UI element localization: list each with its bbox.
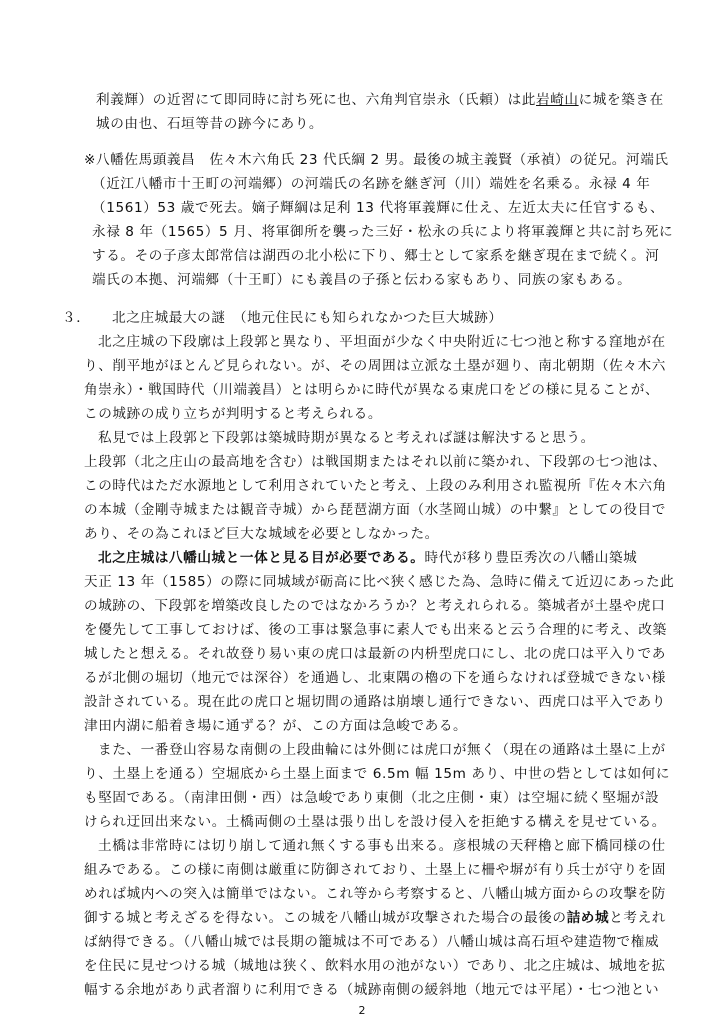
body-line: を住民に見せつける城（城地は狭く、飲料水用の池がない）であり、北之庄城は、城地を拡 (84, 958, 666, 974)
body-line: り、土塁上を通る）空堀底から土塁上面まで 6.5m 幅 15m あり、中世の砦としては如何に (84, 766, 671, 782)
text-segment: 時代が移り豊臣秀次の八幡山築城 (424, 550, 638, 566)
body-line: 組みである。この様に南側は厳重に防御されており、土塁上に柵や塀が有り兵士が守りを固 (84, 862, 666, 878)
note-line: 端氏の本拠、河端郷（十王町）にも義昌の子孫と伝わる家もあり、同族の家もある。 (92, 272, 632, 288)
text-line: 城の由也、石垣等昔の跡今にあり。 (96, 116, 324, 132)
body-line: この時代はただ水源地として利用されていたと考え、上段のみ利用され監視所『佐々木六角 (84, 478, 667, 494)
text-segment: に城を築き在 (578, 92, 664, 108)
section-heading: 北之庄城最大の謎 （地元住民にも知られなかつた巨大城跡） (112, 310, 503, 326)
body-line: 土橋は非常時には切り崩して通れ無くする事も出来る。彦根城の天秤櫓と廊下橋同様の仕 (98, 838, 666, 854)
body-line: 城したと想える。それ故登り易い東の虎口は最新の内枡型虎口にし、北の虎口は平入りであ (84, 646, 666, 662)
note-line: （近江八幡市十王町の河端郷）の河端氏の名跡を継ぎ河（川）端姓を名乗る。永禄 4 年 (92, 176, 651, 192)
body-line: 上段郭（北之庄山の最高地を含む）は戦国期またはそれ以前に築かれ、下段郭の七つ池は、 (84, 454, 667, 470)
body-line: を優先して工事しておけば、後の工事は緊急事に素人でも出来ると云う合理的に考え、改築 (84, 622, 667, 638)
text-line (96, 88, 664, 112)
body-line: 設計されている。現在此の虎口と堀切間の通路は崩壊し通行できない、西虎口は平入であり (84, 694, 666, 710)
body-line: ば納得できる。（八幡山城では長期の籠城は不可である）八幡山城は高石垣や建造物で権威 (84, 934, 660, 950)
bold-statement: 北之庄城は八幡山城と一体と見る目が必要である。 (98, 550, 425, 566)
text-segment: と考えれ (609, 910, 666, 926)
body-line: も堅固である。（南津田側・西）は急峻であり東側（北之庄側・東）は空堀に続く堅堀が設 (84, 790, 660, 806)
body-line: 北之庄城の下段廓は上段郭と異なり、平坦面が少なく中央附近に七つ池と称する窪地が在 (98, 334, 666, 350)
underlined-place-name: 岩崎山 (536, 92, 579, 108)
note-line: ※八幡佐馬頭義昌 佐々木六角氏 23 代氏綱 2 男。最後の城主義賢（承禎）の従兄。河端氏 (84, 152, 669, 168)
body-line: の本城（金剛寺城または観音寺城）から琵琶湖方面（水茎岡山城）の中繋』としての役目で (84, 502, 666, 518)
body-line: この城跡の成り立ちが判明すると考えられる。 (84, 406, 383, 422)
page-number: 2 (358, 1004, 366, 1017)
note-line: する。その子彦太郎常信は湖西の北小松に下り、郷士として家系を継ぎ現在まで続く。河 (92, 248, 660, 264)
body-line: 幅する余地があり武者溜りに利用できる（城跡南側の緩斜地（地元では平尾）・七つ池とい (84, 982, 660, 998)
body-line: り、削平地がほとんど見られない。が、その周囲は立派な土塁が廻り、南北朝期（佐々木六 (84, 358, 666, 374)
body-line (98, 546, 637, 570)
body-line: めれば城内への突入は簡単ではない。これ等から考察すると、八幡山城方面からの攻撃を防 (84, 886, 666, 902)
text-segment: 利義輝）の近習にて即同時に討ち死に也、六角判官崇永（氏頼）は此 (96, 92, 537, 108)
bold-term: 詰め城 (566, 910, 610, 926)
body-line (84, 906, 666, 930)
note-line: 永禄 8 年（1565）5 月、将軍御所を襲った三好・松永の兵により将軍義輝と共に討ち死に (92, 224, 674, 240)
body-line: 津田内湖に船着き場に通ずる？が、この方面は急峻である。 (84, 718, 468, 734)
body-line: けられ迂回出来ない。土橋両側の土塁は張り出しを設け侵入を拒絶する構えを見せている。 (84, 814, 666, 830)
section-number: ３． (62, 310, 91, 326)
body-line: の城跡の、下段郭を増築改良したのではなかろうか？と考えれられる。築城者が土塁や虎口 (84, 598, 666, 614)
body-line: また、一番登山容易な南側の上段曲輪には外側には虎口が無く（現在の通路は土塁に上が (98, 742, 666, 758)
body-line: 天正 13 年（1585）の際に同城域が砺高に比べ狭く感じた為、急時に備えて近辺にあった此 (84, 574, 675, 590)
body-line: 角崇永）・戦国時代（川端義昌）とは明らかに時代が異なる東虎口をどの様に見ることが、 (84, 382, 660, 398)
body-line: るが北側の堀切（地元では深谷）を通過し、北東隅の櫓の下を通らなければ登城できない様 (84, 670, 666, 686)
body-line: あり、その為これほど巨大な城域を必要としなかった。 (84, 526, 439, 542)
note-line: （1561）53 歳で死去。嫡子輝綱は足利 13 代将軍義輝に仕え、左近太夫に任官するも、 (92, 200, 665, 216)
body-line: 私見では上段郭と下段郭は築城時期が異なると考えれば謎は解決すると思う。 (98, 430, 595, 446)
text-segment: 御する城と考えざるを得ない。この城を八幡山城が攻撃された場合の最後の (84, 910, 567, 926)
